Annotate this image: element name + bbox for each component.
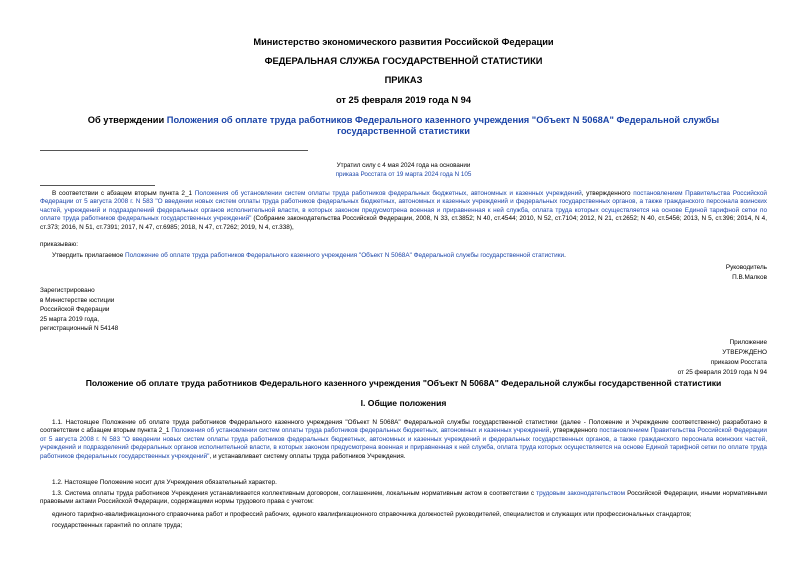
regulation-title: Положение об оплате труда работников Федерального казенного учреждения "Объект N 5068А" Федеральной службы государственной статистики <box>85 378 722 388</box>
p11-text-1: 1.1. Настоящее Положение об оплате труда работников Федерального казенного учреждения "Объект N 5068А" Федеральной службы государственной статистики (далее - Положение и Учреждение соответственно) разработано в соответствии с абзацем вторым пункта 2_1 <box>40 419 767 435</box>
service-name: ФЕДЕРАЛЬНАЯ СЛУЖБА ГОСУДАРСТВЕННОЙ СТАТИСТИКИ <box>264 56 543 66</box>
signature-block <box>726 264 767 282</box>
paragraph-1-1 <box>40 419 767 461</box>
p11-link-regulation[interactable]: Положения об установлении систем оплаты труда работников федеральных бюджетных, автономных и казенных учреждений <box>171 427 550 435</box>
document-type: ПРИКАЗ <box>384 75 423 85</box>
section-heading: I. Общие положения <box>360 398 447 408</box>
preamble-text-1: В соответствии с абзацем вторым пункта 2_1 <box>52 190 195 197</box>
p11-link-resolution[interactable]: постановлением Правительства Российской Федерации от 5 августа 2008 г. N 583 "О введении новых систем оплаты труда работников федеральных бюджетных, автономных и казенных учреждений и федеральных государственных органов, а также гражданского персонала воинских частей, учреждений и подразделений федеральных органов исполнительной власти, в которых законом предусмотрена военная и приравненная к ней служба, оплата труда которых осуществляется на основе Единой тарифной сетки по оплате труда работников федеральных государственных учреждений" <box>40 427 767 460</box>
paragraph-1-2: 1.2. Настоящее Положение носит для Учреждения обязательный характер. <box>52 479 277 486</box>
preamble-text-2: , утвержденного <box>581 190 634 197</box>
preamble-orders: приказываю: <box>40 241 78 248</box>
approve-text-1: Утвердить прилагаемое <box>52 252 126 259</box>
document-title <box>60 115 747 137</box>
paragraph-1-3-item-a: единого тарифно-квалификационного справочника работ и профессий рабочих, единого квалификационного справочника должностей руководителей, специалистов и служащих или профессиональных стандартов; <box>52 511 692 518</box>
p13-text-2: Российской Федерации, иными нормативными правовыми актами Российской Федерации, содержащими нормы трудового права с учетом: <box>40 490 767 506</box>
p11-text-2: , утвержденного <box>549 427 600 435</box>
divider-line-short <box>40 185 155 186</box>
paragraph-1-3-item-b: государственных гарантий по оплате труда; <box>52 522 183 529</box>
signature-position: Руководитель <box>725 264 767 271</box>
approve-link[interactable]: Положение об оплате труда работников Федерального казенного учреждения "Объект N 5068А" Федеральной службы государственной статистики <box>125 252 565 259</box>
registration-line: 25 марта 2019 года, <box>40 315 100 323</box>
revocation-note <box>40 161 767 179</box>
appendix-line: приказом Росстата <box>710 359 767 366</box>
registration-block <box>40 286 118 334</box>
approve-paragraph <box>40 252 767 260</box>
registration-line: в Министерстве юстиции <box>40 296 115 304</box>
document-date-number: от 25 февраля 2019 года N 94 <box>335 95 472 105</box>
preamble-link-resolution[interactable]: постановлением Правительства Российской Федерации от 5 августа 2008 г. N 583 "О введении новых систем оплаты труда работников федеральных бюджетных, автономных и казенных учреждений и федеральных государственных органов, а также гражданского персонала воинских частей, учреждений и подразделений федеральных органов исполнительной власти, в которых законом предусмотрена военная и приравненная к ней служба, оплата труда которых осуществляется на основе Единой тарифной сетки по оплате труда работников федеральных государственных учреждений" <box>40 190 767 223</box>
document-title-link[interactable]: Положения об оплате труда работников Федерального казенного учреждения "Объект N 5068А" Федеральной службы государственной статистики <box>166 115 720 136</box>
p13-text-1: 1.3. Система оплаты труда работников Учреждения устанавливается коллективным договором, соглашением, локальным нормативным актом в соответствии с <box>52 490 537 497</box>
divider-line <box>40 150 308 151</box>
registration-line: Российской Федерации <box>40 306 110 314</box>
paragraph-1-3 <box>40 490 767 507</box>
appendix-line: от 25 февраля 2019 года N 94 <box>677 369 767 376</box>
appendix-block <box>678 338 767 378</box>
registration-line: регистрационный N 54148 <box>40 325 119 333</box>
preamble-link-regulation[interactable]: Положения об установлении систем оплаты труда работников федеральных бюджетных, автономных и казенных учреждений <box>194 190 582 197</box>
revocation-text: Утратил силу с 4 мая 2024 года на основании <box>336 162 471 169</box>
appendix-line: УТВЕРЖДЕНО <box>722 349 767 356</box>
p11-text-3: , и устанавливает систему оплаты труда работников Учреждения. <box>209 452 406 460</box>
appendix-line: Приложение <box>729 339 767 346</box>
preamble-paragraph <box>40 190 767 232</box>
approve-text-2: . <box>564 252 566 259</box>
registration-line: Зарегистрировано <box>40 287 95 294</box>
document-title-prefix: Об утверждении <box>87 115 167 125</box>
ministry-name: Министерство экономического развития Российской Федерации <box>253 37 554 47</box>
signature-name: П.В.Малков <box>732 273 767 281</box>
preamble-text-3: (Собрание законодательства Российской Федерации, 2008, N 33, ст.3852; N 40, ст.4544; 2010, N 52, ст.7104; 2012, N 21, ст.2652; N 40, ст.5456; 2013, N 5, ст.396; 2014, N 4, ст.373; 2016, N 51, ст.7391; 2017, N 47, ст.6985; 2018, N 47, ст.7262; 2019, N 4, ст.338), <box>40 215 768 231</box>
p13-link-labor-law[interactable]: трудовым законодательством <box>536 490 625 497</box>
revocation-link[interactable]: приказа Росстата от 19 марта 2024 года N 105 <box>335 171 472 178</box>
